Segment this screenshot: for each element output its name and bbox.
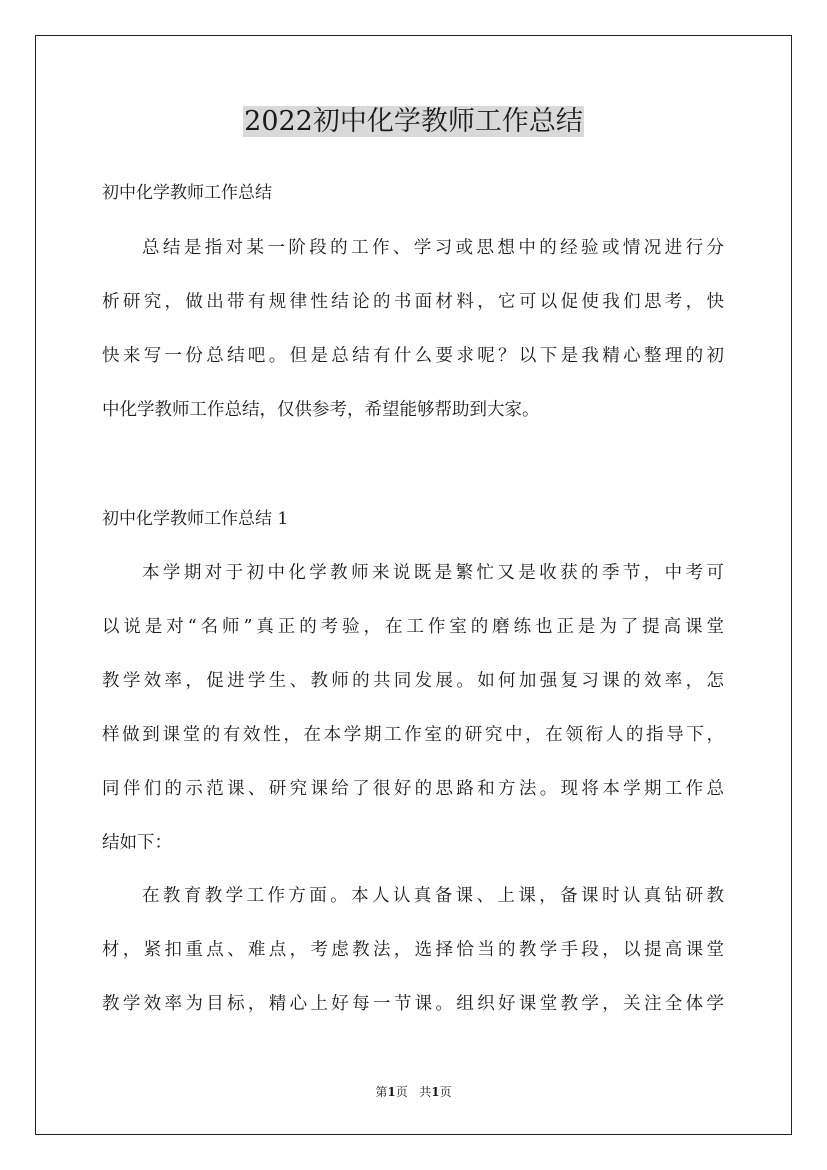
- paragraph-line: 结如下：: [102, 833, 172, 853]
- paragraph-line: 中化学教师工作总结，仅供参考，希望能够帮助到大家。: [102, 400, 540, 420]
- page-suffix: 页: [395, 1085, 408, 1099]
- page-prefix: 第: [375, 1085, 388, 1099]
- intro-paragraph: [102, 221, 724, 437]
- intro-heading: 初中化学教师工作总结: [102, 183, 272, 203]
- total-pages: 1: [431, 1085, 440, 1099]
- paragraph-line: 教学效率为目标，精心上好每一节课。组织好课堂教学，关注全体学: [102, 994, 724, 1014]
- page-footer: [0, 1083, 827, 1101]
- paragraph-line: 同伴们的示范课、研究课给了很好的思路和方法。现将本学期工作总: [102, 779, 724, 799]
- paragraph-line: 快来写一份总结吧。但是总结有什么要求呢？以下是我精心整理的初: [102, 346, 724, 366]
- paragraph-line: 总结是指对某一阶段的工作、学习或思想中的经验或情况进行分: [142, 238, 724, 258]
- paragraph-line: 教学效率，促进学生、教师的共同发展。如何加强复习课的效率，怎: [102, 671, 724, 691]
- section1-heading: 初中化学教师工作总结 1: [102, 509, 289, 529]
- page-number: 1: [387, 1085, 396, 1099]
- paragraph-line: 以说是对“名师”真正的考验，在工作室的磨练也正是为了提高课堂: [102, 617, 724, 637]
- document-title: 2022初中化学教师工作总结: [244, 106, 583, 137]
- section2-paragraph: [102, 869, 724, 1031]
- total-suffix: 页: [439, 1085, 452, 1099]
- paragraph-line: 在教育教学工作方面。本人认真备课、上课，备课时认真钻研教: [142, 886, 724, 906]
- section1-paragraph: [102, 546, 724, 870]
- paragraph-line: 析研究，做出带有规律性结论的书面材料，它可以促使我们思考，快: [102, 292, 724, 312]
- paragraph-line: 样做到课堂的有效性，在本学期工作室的研究中，在领衔人的指导下，: [102, 725, 724, 745]
- total-prefix: 共: [419, 1085, 432, 1099]
- paragraph-line: 材，紧扣重点、难点，考虑教法，选择恰当的教学手段，以提高课堂: [102, 940, 724, 960]
- paragraph-line: 本学期对于初中化学教师来说既是繁忙又是收获的季节，中考可: [142, 563, 724, 583]
